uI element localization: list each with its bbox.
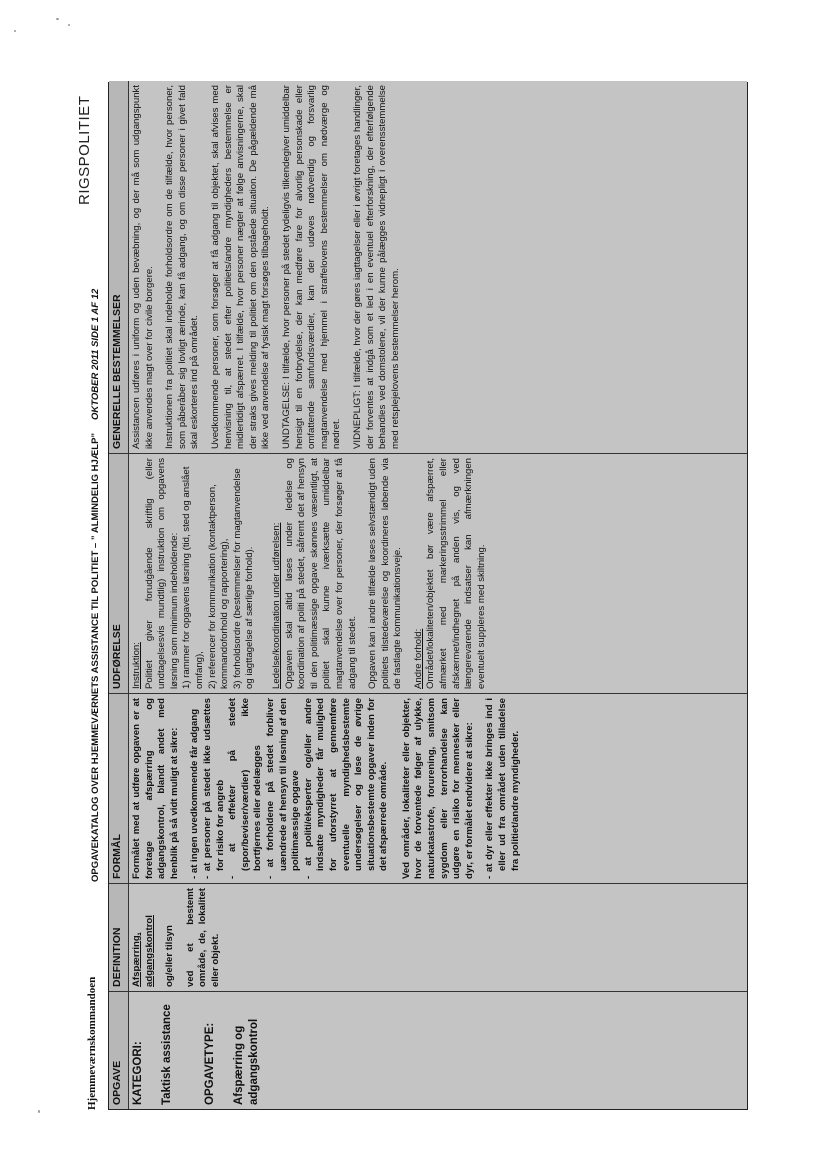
formaal-item: - at politi/eksperter og/eller andre indsatte myndigheder får mulighed for uforstyrret at gennemføre eventuelle myndighedsbestemte undersøgelser og løse de øvrige situationsbestemte opgaver inden for det afspærrede område. (302, 698, 390, 879)
definition-term: Afspærring, adgangskontrol (131, 915, 155, 987)
formaal-item: - at dyr eller effekter ikke bringes ind i eller ud fra området uden tilladelse fra politiet/andre myndigheder. (484, 698, 521, 879)
opgavetype-label: OPGAVETYPE: (204, 1022, 216, 1105)
formaal-para2: Ved områder, lokaliteter eller objekter, hvor de forventede følger af ulykke, naturkatastrofe, forurening, smitsom sygdom eller terrorhandelse kan udgøre en risiko for mennesker eller dyr, er formålet endvidere at sikre: (400, 698, 475, 879)
definition-alt: og/eller tilsyn (164, 925, 176, 987)
instruktion-item: 3) forholdsordre (bestemmelser for magtanvendelse og iagttagelse af særlige forhold). (231, 468, 256, 689)
ledelse-text: Opgaven skal altid løses under ledelse og koordination af politi på stedet, såfremt det af hensyn til den politimæssige opgave skønnes væsentligt, at politiet skal kunne iværksætte umiddelbar magtanvendelse over for personer, der forsøger at få adgang til stedet. (283, 458, 358, 689)
instruktion-item: 2) referencer for kommunikation (kontaktperson, kommandoforhold og rapportering), (206, 484, 231, 689)
formaal-body (129, 694, 747, 883)
scan-speck (38, 1110, 40, 1113)
opgavetype-value: Afspærring og adgangskontrol (233, 1018, 260, 1105)
instruktion-heading: Instruktion: (131, 642, 142, 689)
scan-speck (68, 24, 70, 26)
date-page-label: OKTOBER 2011 SIDE 1 AF 12 (90, 288, 101, 420)
udfoerelse-body (129, 454, 747, 693)
formaal-item: - at personer på stedet ikke udsættes for risiko for angreb (201, 698, 226, 879)
generelle-header: GENERELLE BESTEMMELSER (109, 81, 129, 453)
generelle-p4: UNDTAGELSE: I tilfælde, hvor personer på stedet tydeligvis tilkendegiver umiddelbar hensigt til en forbrydelse, der kan medføre fare for alvorlig personskade eller omfattende samfundsværdier, kan der udøves nødvendig og forsvarlig magtanvendelse med hjemmel i straffelovens bestemmelser om nødværge og nødret. (280, 85, 343, 449)
generelle-p1: Assistancen udføres i uniform og uden bevæbning, og der må som udgangspunkt ikke anvendes magt over for civile borgere. (131, 85, 155, 449)
formaal-item: - at effekter på stedet (spor/beviser/værdier) ikke bortfjernes eller ødelægges (227, 698, 264, 879)
ledelse-text2: Opgaven kan i andre tilfælde løses selvstændigt uden politiets tilstedeværelse og koordineres løbende via de fastlagte kommunikationsveje. (367, 458, 404, 689)
generelle-p3: Uvedkommende personer, som forsøger at få adgang til objektet, skal afvises med henvisning til, at stedet efter politiets/andre myndigheders bestemmelse er midlertidigt afspærret. I tilfælde, hvor personer nægter at følge anvisningerne, skal der straks gives melding til politiet om den opståede situation. De pågældende må ikke ved anvendelse af fysisk magt forsøges tilbageholdt. (209, 85, 272, 449)
generelle-p2: Instruktionen fra politiet skal indeholde forholdsordre om de tilfælde, hvor personer, som påberåber sig lovligt ærinde, kan få adgang, og om disse personer i givet fald skal eskorteres ind på området. (164, 85, 201, 449)
rotated-page (68, 50, 748, 1110)
scan-speck (14, 30, 16, 32)
instruktion-text: Politiet giver forudgående skriftlig (eller undtagelsesvis mundtlig) instruktion om opgavens løsning som minimum indeholdende: (143, 458, 180, 689)
andre-forhold-text: Området/lokaliteten/objektet bør være afspærret, afmærket med markeringsstrimmel eller afskærmet/indhegnet på anden vis, og ved længerevarende indsatser kan afmærkningen eventuelt suppleres med skiltning. (425, 458, 487, 689)
opgave-column (109, 991, 747, 1109)
kategori-value: Taktisk assistance (161, 1004, 173, 1105)
ledelse-heading: Ledelse/koordination under udførelsen: (270, 522, 282, 689)
generelle-body (129, 81, 747, 453)
formaal-header: FORMÅL (109, 694, 129, 883)
opgave-header: OPGAVE (109, 992, 129, 1109)
formaal-column (109, 693, 747, 883)
udfoerelse-column (109, 453, 747, 693)
formaal-item: - at forholdene på stedet forbliver uændrede af hensyn til løsning af den politimæssige opgave (264, 698, 302, 879)
andre-forhold-heading: Andre forhold: (412, 628, 424, 689)
definition-header: DEFINITION (109, 884, 129, 991)
organization-name: Hjemmeværnskommandoen (86, 976, 98, 1110)
kategori-label: KATEGORI: (132, 1041, 144, 1105)
opgave-body (129, 992, 747, 1109)
generelle-p5: VIDNEPLIGT: I tilfælde, hvor der gøres iagttagelser eller i øvrigt foretages handlinger, der forventes at indgå som et led i en eventuel efterforskning, der efterfølgende behandles ved domstolene, vil der kunne pålægges vidnepligt i overensstemmelse med retsplejelovens bestemmelser herom. (351, 85, 401, 449)
document-title: OPGAVEKATALOG OVER HJEMMEVÆRNETS ASSISTANCE TIL POLITIET – ” ALMINDELIG HJÆLP” (90, 432, 101, 882)
rigspolitiet-brand: RIGSPOLITIET (76, 95, 93, 205)
scan-speck (56, 18, 59, 20)
definition-text: ved et bestemt område, de, lokalitet eller objekt. (184, 888, 221, 987)
generelle-column (109, 81, 747, 453)
instruktion-item: 1) rammer for opgavens løsning (tid, sted og anslået omfang), (181, 466, 205, 689)
formaal-intro: Formålet med at udføre opgaven er at foretage afspærring og adgangskontrol, blandt andet med henblik på så vidt muligt at sikre: (131, 698, 180, 879)
formaal-item: - at ingen uvedkommende får adgang (189, 708, 201, 879)
udfoerelse-header: UDFØRELSE (109, 454, 129, 693)
task-table (108, 82, 748, 1110)
definition-column (109, 883, 747, 991)
definition-body (129, 884, 747, 991)
